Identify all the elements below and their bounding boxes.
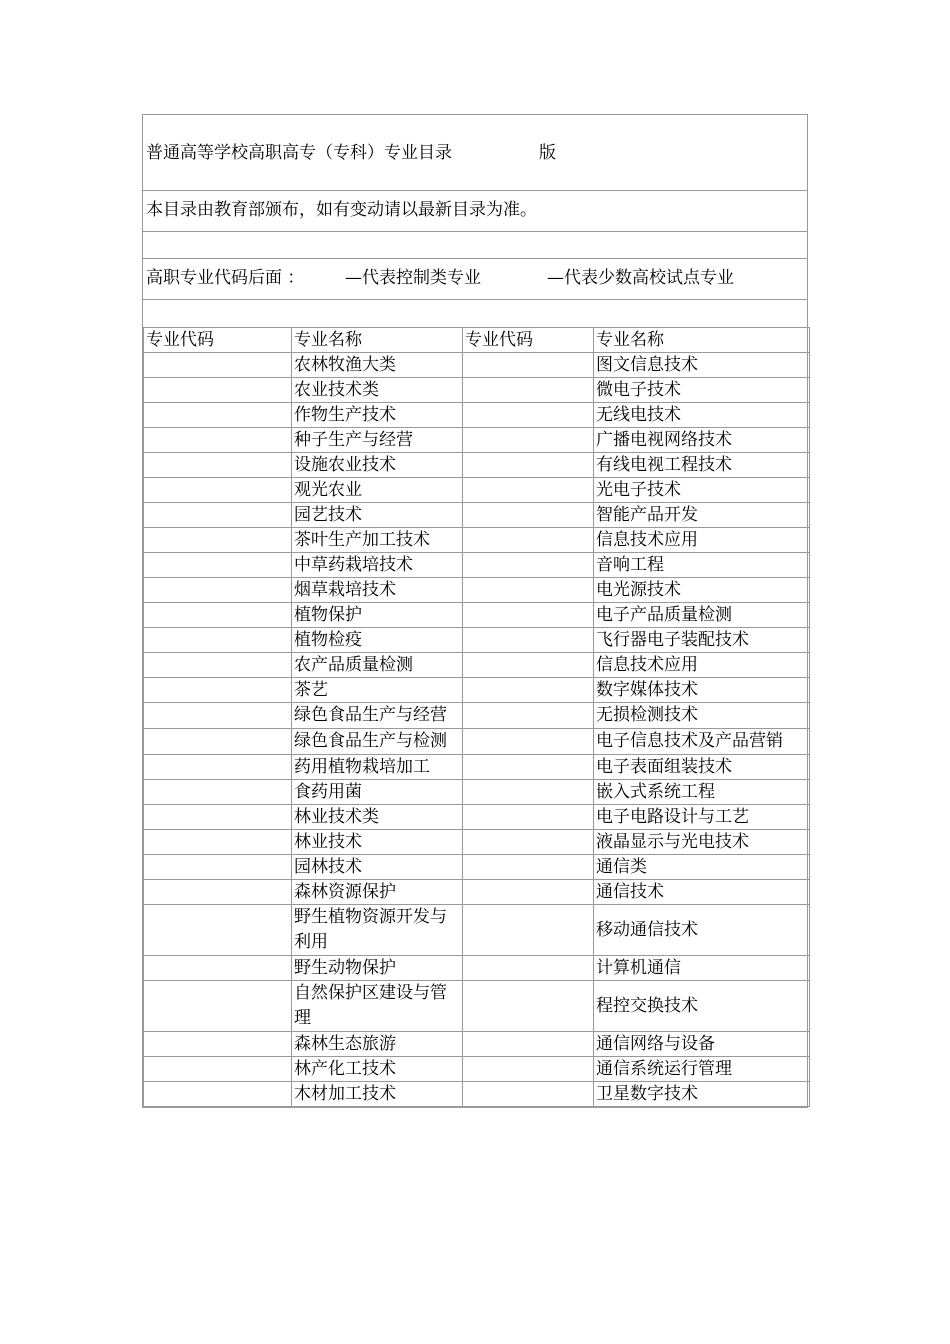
code-cell xyxy=(463,478,594,503)
name-cell: 林业技术 xyxy=(292,830,463,855)
table-header-row xyxy=(144,328,810,353)
name-cell: 绿色食品生产与经营 xyxy=(292,703,463,729)
code-cell xyxy=(144,403,292,428)
name-cell: 图文信息技术 xyxy=(594,353,810,378)
code-cell xyxy=(463,528,594,553)
table-row xyxy=(144,830,810,855)
code-cell xyxy=(144,1032,292,1057)
code-cell xyxy=(463,703,594,729)
code-cell xyxy=(144,628,292,653)
name-cell: 信息技术应用 xyxy=(594,653,810,678)
name-cell: 药用植物栽培加工 xyxy=(292,755,463,780)
table-row xyxy=(144,528,810,553)
table-row xyxy=(144,353,810,378)
blank-row xyxy=(143,300,807,327)
title-row xyxy=(143,115,807,191)
code-cell xyxy=(144,603,292,628)
code-cell xyxy=(463,653,594,678)
version-label: 版 xyxy=(539,143,556,163)
name-cell: 电子产品质量检测 xyxy=(594,603,810,628)
code-cell xyxy=(144,678,292,703)
table-row xyxy=(144,453,810,478)
code-cell xyxy=(463,905,594,956)
code-cell xyxy=(144,353,292,378)
table-row xyxy=(144,905,810,956)
code-cell xyxy=(144,578,292,603)
name-cell: 卫星数字技术 xyxy=(594,1082,810,1107)
code-cell xyxy=(144,855,292,880)
name-cell: 有线电视工程技术 xyxy=(594,453,810,478)
column-header: 专业代码 xyxy=(144,328,292,353)
table-row xyxy=(144,378,810,403)
code-cell xyxy=(144,653,292,678)
name-cell: 林业技术类 xyxy=(292,805,463,830)
name-cell: 信息技术应用 xyxy=(594,528,810,553)
code-cell xyxy=(463,503,594,528)
name-cell: 农产品质量检测 xyxy=(292,653,463,678)
table-row xyxy=(144,780,810,805)
code-cell xyxy=(463,855,594,880)
code-cell xyxy=(144,1082,292,1107)
table-row xyxy=(144,956,810,981)
code-cell xyxy=(144,880,292,905)
legend-row xyxy=(143,259,807,300)
name-cell: 程控交换技术 xyxy=(594,981,810,1032)
name-cell: 植物保护 xyxy=(292,603,463,628)
code-cell xyxy=(144,503,292,528)
code-cell xyxy=(144,553,292,578)
name-cell: 中草药栽培技术 xyxy=(292,553,463,578)
table-row xyxy=(144,805,810,830)
table-row xyxy=(144,578,810,603)
name-cell: 自然保护区建设与管理 xyxy=(292,981,463,1032)
name-cell: 通信技术 xyxy=(594,880,810,905)
name-cell: 野生动物保护 xyxy=(292,956,463,981)
name-cell: 食药用菌 xyxy=(292,780,463,805)
table-row xyxy=(144,703,810,729)
code-cell xyxy=(463,830,594,855)
code-cell xyxy=(144,729,292,755)
code-cell xyxy=(463,453,594,478)
table-row xyxy=(144,628,810,653)
name-cell: 嵌入式系统工程 xyxy=(594,780,810,805)
notice-text: 本目录由教育部颁布，如有变动请以最新目录为准。 xyxy=(146,200,537,220)
name-cell: 林产化工技术 xyxy=(292,1057,463,1082)
name-cell: 森林资源保护 xyxy=(292,880,463,905)
code-cell xyxy=(144,981,292,1032)
table-body xyxy=(144,353,810,1107)
name-cell: 种子生产与经营 xyxy=(292,428,463,453)
table-row xyxy=(144,553,810,578)
name-cell: 微电子技术 xyxy=(594,378,810,403)
table-row xyxy=(144,1057,810,1082)
name-cell: 园林技术 xyxy=(292,855,463,880)
name-cell: 智能产品开发 xyxy=(594,503,810,528)
code-cell xyxy=(463,428,594,453)
name-cell: 设施农业技术 xyxy=(292,453,463,478)
code-cell xyxy=(144,956,292,981)
name-cell: 液晶显示与光电技术 xyxy=(594,830,810,855)
name-cell: 茶艺 xyxy=(292,678,463,703)
name-cell: 茶叶生产加工技术 xyxy=(292,528,463,553)
code-cell xyxy=(144,378,292,403)
code-cell xyxy=(463,805,594,830)
name-cell: 无损检测技术 xyxy=(594,703,810,729)
table-row xyxy=(144,1032,810,1057)
code-cell xyxy=(463,880,594,905)
code-cell xyxy=(463,378,594,403)
code-cell xyxy=(144,755,292,780)
code-cell xyxy=(463,956,594,981)
code-cell xyxy=(463,578,594,603)
legend-pilot-class: —代表少数高校试点专业 xyxy=(547,268,734,288)
code-cell xyxy=(463,1032,594,1057)
name-cell: 通信网络与设备 xyxy=(594,1032,810,1057)
catalog-document xyxy=(142,114,808,1108)
name-cell: 电子信息技术及产品营销 xyxy=(594,729,810,755)
code-cell xyxy=(144,1057,292,1082)
document-title: 普通高等学校高职高专（专科）专业目录 xyxy=(146,143,452,163)
code-cell xyxy=(463,403,594,428)
code-cell xyxy=(144,780,292,805)
code-cell xyxy=(144,478,292,503)
table-row xyxy=(144,478,810,503)
name-cell: 移动通信技术 xyxy=(594,905,810,956)
code-cell xyxy=(463,353,594,378)
column-header: 专业代码 xyxy=(463,328,594,353)
table-row xyxy=(144,653,810,678)
code-cell xyxy=(463,603,594,628)
code-cell xyxy=(463,755,594,780)
blank-row xyxy=(143,232,807,259)
table-row xyxy=(144,855,810,880)
name-cell: 光电子技术 xyxy=(594,478,810,503)
code-cell xyxy=(463,780,594,805)
name-cell: 飞行器电子装配技术 xyxy=(594,628,810,653)
table-row xyxy=(144,1082,810,1107)
name-cell: 野生植物资源开发与利用 xyxy=(292,905,463,956)
code-cell xyxy=(144,528,292,553)
name-cell: 通信类 xyxy=(594,855,810,880)
code-cell xyxy=(463,981,594,1032)
legend-control-class: —代表控制类专业 xyxy=(345,268,481,288)
name-cell: 烟草栽培技术 xyxy=(292,578,463,603)
name-cell: 植物检疫 xyxy=(292,628,463,653)
name-cell: 农业技术类 xyxy=(292,378,463,403)
code-cell xyxy=(144,805,292,830)
table-row xyxy=(144,755,810,780)
name-cell: 森林生态旅游 xyxy=(292,1032,463,1057)
column-header: 专业名称 xyxy=(292,328,463,353)
column-header: 专业名称 xyxy=(594,328,810,353)
code-cell xyxy=(144,453,292,478)
name-cell: 音响工程 xyxy=(594,553,810,578)
name-cell: 数字媒体技术 xyxy=(594,678,810,703)
table-row xyxy=(144,503,810,528)
name-cell: 绿色食品生产与检测 xyxy=(292,729,463,755)
code-cell xyxy=(144,428,292,453)
code-cell xyxy=(144,830,292,855)
legend-prefix: 高职专业代码后面 ： xyxy=(146,268,305,288)
name-cell: 电光源技术 xyxy=(594,578,810,603)
name-cell: 广播电视网络技术 xyxy=(594,428,810,453)
notice-row xyxy=(143,191,807,232)
name-cell: 通信系统运行管理 xyxy=(594,1057,810,1082)
table-row xyxy=(144,403,810,428)
code-cell xyxy=(463,1057,594,1082)
majors-table xyxy=(143,327,810,1107)
name-cell: 观光农业 xyxy=(292,478,463,503)
name-cell: 无线电技术 xyxy=(594,403,810,428)
name-cell: 农林牧渔大类 xyxy=(292,353,463,378)
name-cell: 园艺技术 xyxy=(292,503,463,528)
code-cell xyxy=(144,703,292,729)
code-cell xyxy=(463,1082,594,1107)
code-cell xyxy=(463,553,594,578)
name-cell: 电子电路设计与工艺 xyxy=(594,805,810,830)
table-row xyxy=(144,603,810,628)
code-cell xyxy=(144,905,292,956)
name-cell: 木材加工技术 xyxy=(292,1082,463,1107)
table-row xyxy=(144,729,810,755)
table-row xyxy=(144,678,810,703)
table-row xyxy=(144,981,810,1032)
code-cell xyxy=(463,628,594,653)
table-row xyxy=(144,880,810,905)
name-cell: 作物生产技术 xyxy=(292,403,463,428)
name-cell: 电子表面组装技术 xyxy=(594,755,810,780)
name-cell: 计算机通信 xyxy=(594,956,810,981)
code-cell xyxy=(463,729,594,755)
code-cell xyxy=(463,678,594,703)
table-row xyxy=(144,428,810,453)
